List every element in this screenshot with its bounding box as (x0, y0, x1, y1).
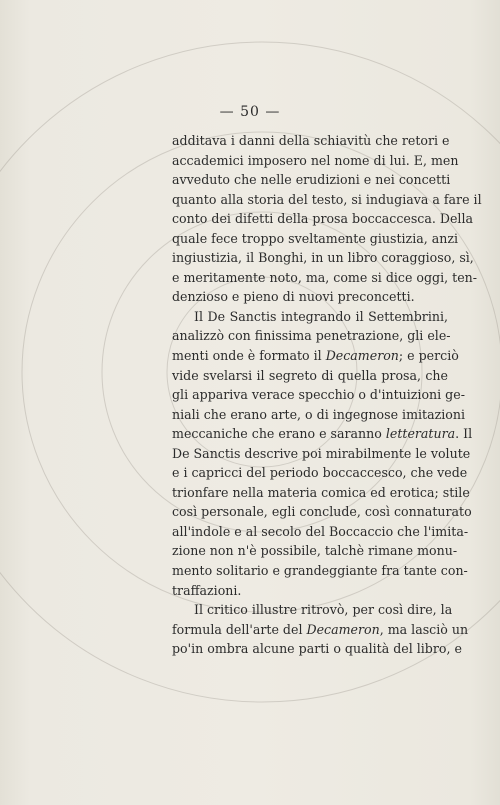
text-line: traffazioni. (172, 582, 242, 598)
text-run: , ma lasciò un (379, 621, 469, 637)
text-run: meccaniche che erano e saranno (172, 426, 386, 442)
text-line: così personale, egli conclude, così connaturato (172, 504, 472, 520)
text-line (172, 424, 473, 444)
text-line: all'indole e al secolo del Boccaccio che l'imita- (172, 523, 469, 539)
paragraph-3 (172, 600, 469, 659)
text-line: quanto alla storia del testo, si indugiava a fare il (172, 191, 482, 207)
text-line: Il De Sanctis integrando il Settembrini, (194, 308, 448, 324)
text-line: niali che erano arte, o di ingegnose imitazioni (172, 406, 466, 422)
paragraph-2 (172, 307, 473, 600)
text-line: po'in ombra alcune parti o qualità del libro, e (172, 641, 462, 657)
text-run: menti onde è formato il (172, 348, 326, 364)
text-run: . Il (455, 426, 473, 442)
text-line: ingiustizia, il Bonghi, in un libro coraggioso, sì, (172, 250, 474, 266)
paragraph-1 (172, 131, 482, 307)
text-line: analizzò con finissima penetrazione, gli ele- (172, 328, 451, 344)
italic-word: letteratura (385, 426, 456, 442)
text-line: Il critico illustre ritrovò, per così dire, la (194, 602, 453, 618)
text-line: quale fece troppo sveltamente giustizia, anzi (172, 230, 459, 246)
text-line: accademici imposero nel nome di lui. E, men (172, 152, 459, 168)
text-run: ; e perciò (398, 348, 459, 364)
text-run: formula dell'arte del (172, 621, 307, 637)
text-line: conto dei difetti della prosa boccaccesca. Della (172, 211, 473, 227)
text-line: e meritamente noto, ma, come si dice oggi, ten- (172, 269, 478, 285)
text-line: trionfare nella materia comica ed erotica; stile (172, 484, 470, 500)
text-line: zione non n'è possibile, talchè rimane monu- (172, 543, 458, 559)
text-line: additava i danni della schiavitù che retori e (172, 133, 450, 148)
text-line: De Sanctis descrive poi mirabilmente le volute (172, 445, 471, 461)
text-line: avveduto che nelle erudizioni e nei concetti (172, 172, 451, 188)
text-line (172, 346, 459, 366)
italic-title: Decameron (325, 348, 399, 364)
text-line: mento solitario e grandeggiante fra tante con- (172, 563, 468, 579)
text-line: e i capricci del periodo boccaccesco, che vede (172, 465, 468, 481)
text-line: vide svelarsi il segreto di quella prosa, che (172, 367, 448, 383)
text-line: gli appariva verace specchio o d'intuizioni ge- (172, 387, 465, 403)
page-number: — 50 — (219, 104, 281, 120)
body-text (172, 131, 482, 659)
text-line: denzioso e pieno di nuovi preconcetti. (172, 289, 415, 305)
italic-title: Decameron (306, 621, 380, 637)
text-line (172, 620, 469, 640)
